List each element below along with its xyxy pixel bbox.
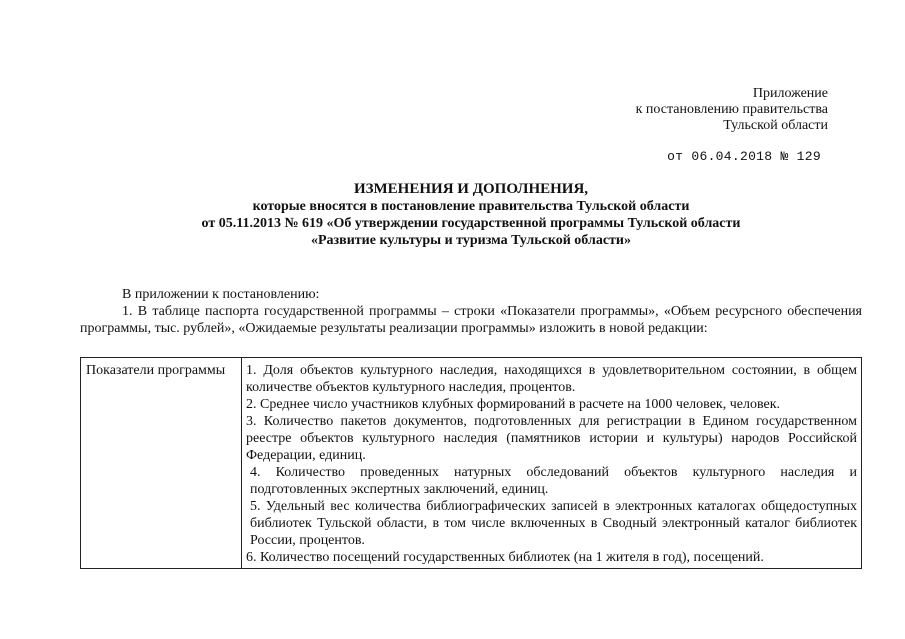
title-heading: ИЗМЕНЕНИЯ И ДОПОЛНЕНИЯ, bbox=[353, 181, 589, 197]
indicator-item: 4. Количество проведенных натурных обследований объектов культурного наследия и подготовленных экспертных заключений, единиц. bbox=[250, 465, 857, 497]
title-subline: от 05.11.2013 № 619 «Об утверждении государственной программы Тульской области bbox=[201, 216, 741, 231]
title-subline: «Развитие культуры и туризма Тульской области» bbox=[311, 233, 631, 248]
document-title bbox=[80, 180, 862, 249]
title-subline: которые вносятся в постановление правительства Тульской области bbox=[252, 199, 690, 214]
indicator-item: 3. Количество пакетов документов, подготовленных для регистрации в Едином государственном реестре объектов культурного наследия (памятников истории и культуры) народов Российской Федерации, единиц. bbox=[246, 414, 857, 463]
intro-paragraph: В приложении к постановлению: bbox=[122, 287, 320, 302]
appendix-line: Приложение bbox=[752, 86, 828, 101]
indicator-item: 1. Доля объектов культурного наследия, находящихся в удовлетворительном состоянии, в общем количестве объектов культурного наследия, процентов. bbox=[246, 363, 857, 395]
point-1-paragraph: 1. В таблице паспорта государственной программы – строки «Показатели программы», «Объем ресурсного обеспечения программы, тыс. рублей», «Ожидаемые результаты реализации программы» изложить в новой редакции: bbox=[80, 304, 862, 336]
body-text bbox=[80, 286, 862, 337]
indicator-item: 6. Количество посещений государственных библиотек (на 1 жителя в год), посещений. bbox=[246, 550, 764, 565]
row-label-cell: Показатели программы bbox=[81, 358, 242, 569]
indicators-cell bbox=[242, 358, 862, 569]
passport-table bbox=[80, 357, 862, 569]
indicator-item: 2. Среднее число участников клубных формирований в расчете на 1000 человек, человек. bbox=[246, 397, 780, 412]
indicator-item: 5. Удельный вес количества библиографических записей в электронных каталогах общедоступных библиотек Тульской области, в том числе включенных в Сводный электронный каталог библиотек России, процентов. bbox=[250, 499, 857, 548]
appendix-line: Тульской области bbox=[723, 118, 828, 133]
appendix-header bbox=[636, 86, 828, 134]
decree-date-number: от 06.04.2018 № 129 bbox=[667, 149, 821, 164]
appendix-line: к постановлению правительства bbox=[635, 102, 828, 117]
table-row bbox=[81, 358, 862, 569]
